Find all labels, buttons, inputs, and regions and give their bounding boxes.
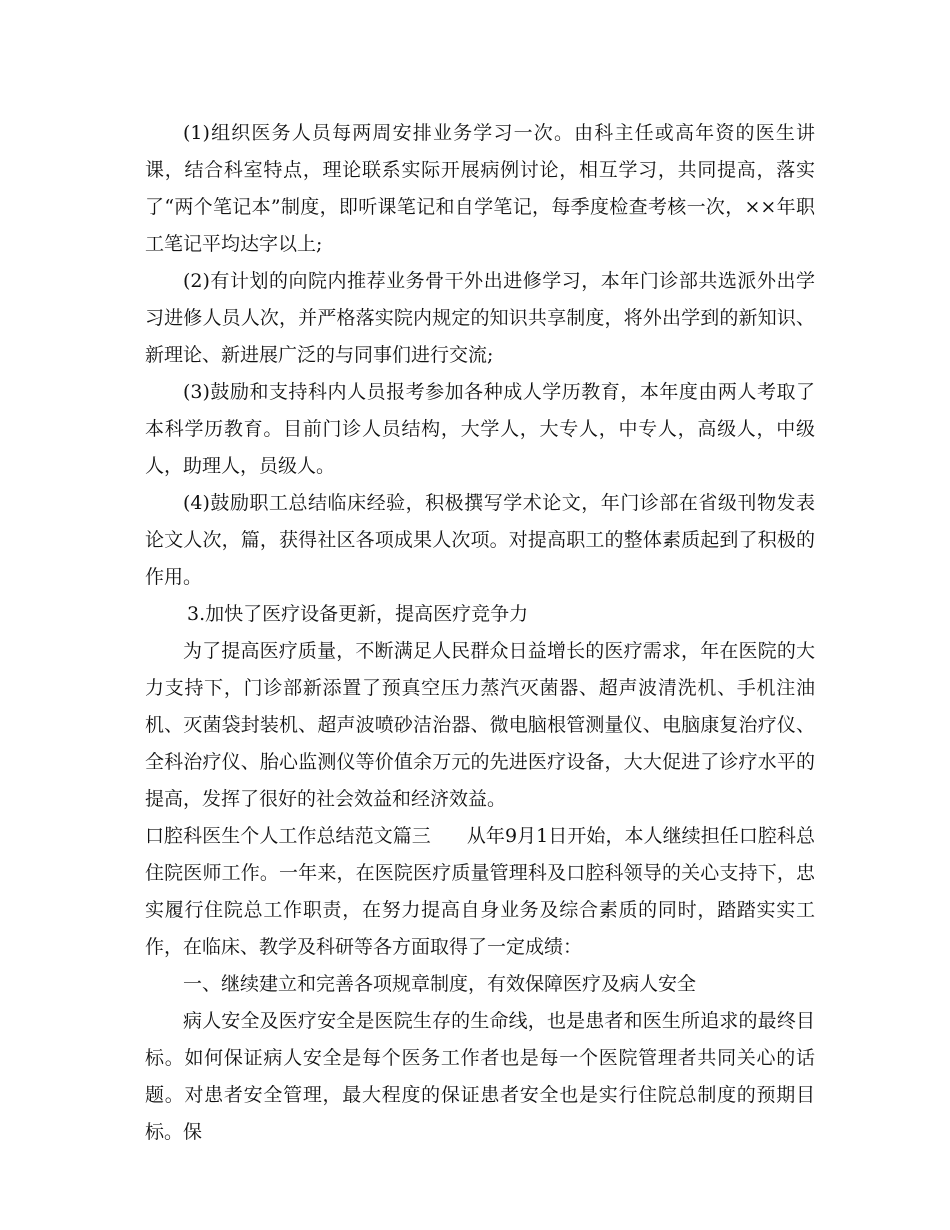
paragraph-patient-safety: 病人安全及医疗安全是医院生存的生命线，也是患者和医生所追求的最终目标。如何保证病人安全是每个医务工作者也是每一个医院管理者共同关心的话题。对患者安全管理，最大程度的保证患者安全也是实行住院总制度的预期目标。保 [145,1010,815,1143]
paragraph-equipment: 为了提高医疗质量，不断满足人民群众日益增长的医疗需求，年在医院的大力支持下，门诊部新添置了预真空压力蒸汽灭菌器、超声波清洗机、手机注油机、灭菌袋封装机、超声波喷砂洁治器、微电脑根管测量仪、电脑康复治疗仪、全科治疗仪、胎心监测仪等价值余万元的先进医疗设备，大大促进了诊疗水平的提高，发挥了很好的社会效益和经济效益。 [145,640,815,810]
paragraph-education: (3)鼓励和支持科内人员报考参加各种成人学历教育，本年度由两人考取了本科学历教育。目前门诊人员结构，大学人，大专人，中专人，高级人，中级人，助理人，员级人。 [145,381,815,477]
article-intro: 从年9月1日开始，本人继续担任口腔科总住院医师工作。一年来，在医院医疗质量管理科及口腔科领导的关心支持下，忠实履行住院总工作职责，在努力提高自身业务及综合素质的同时，踏踏实实工作，在临床、教学及科研等各方面取得了一定成绩： [145,825,815,958]
paragraph-article-three [145,818,815,966]
section-heading-equipment: 3.加快了医疗设备更新，提高医疗竞争力 [187,603,529,625]
paragraph-study-schedule: (1)组织医务人员每两周安排业务学习一次。由科主任或高年资的医生讲课，结合科室特点，理论联系实际开展病例讨论，相互学习，共同提高，落实了“两个笔记本”制度，即听课笔记和自学笔记，每季度检查考核一次，××年职工笔记平均达字以上; [145,122,815,255]
section-heading-rules: 一、继续建立和完善各项规章制度，有效保障医疗及病人安全 [183,973,697,995]
document-body [145,115,815,1151]
article-title: 口腔科医生个人工作总结范文篇三 [145,825,431,847]
paragraph-training-outside: (2)有计划的向院内推荐业务骨干外出进修学习，本年门诊部共选派外出学习进修人员人次，并严格落实院内规定的知识共享制度，将外出学到的新知识、新理论、新进展广泛的与同事们进行交流; [145,270,815,366]
paragraph-papers: (4)鼓励职工总结临床经验，积极撰写学术论文，年门诊部在省级刊物发表论文人次，篇，获得社区各项成果人次项。对提高职工的整体素质起到了积极的作用。 [145,492,815,588]
